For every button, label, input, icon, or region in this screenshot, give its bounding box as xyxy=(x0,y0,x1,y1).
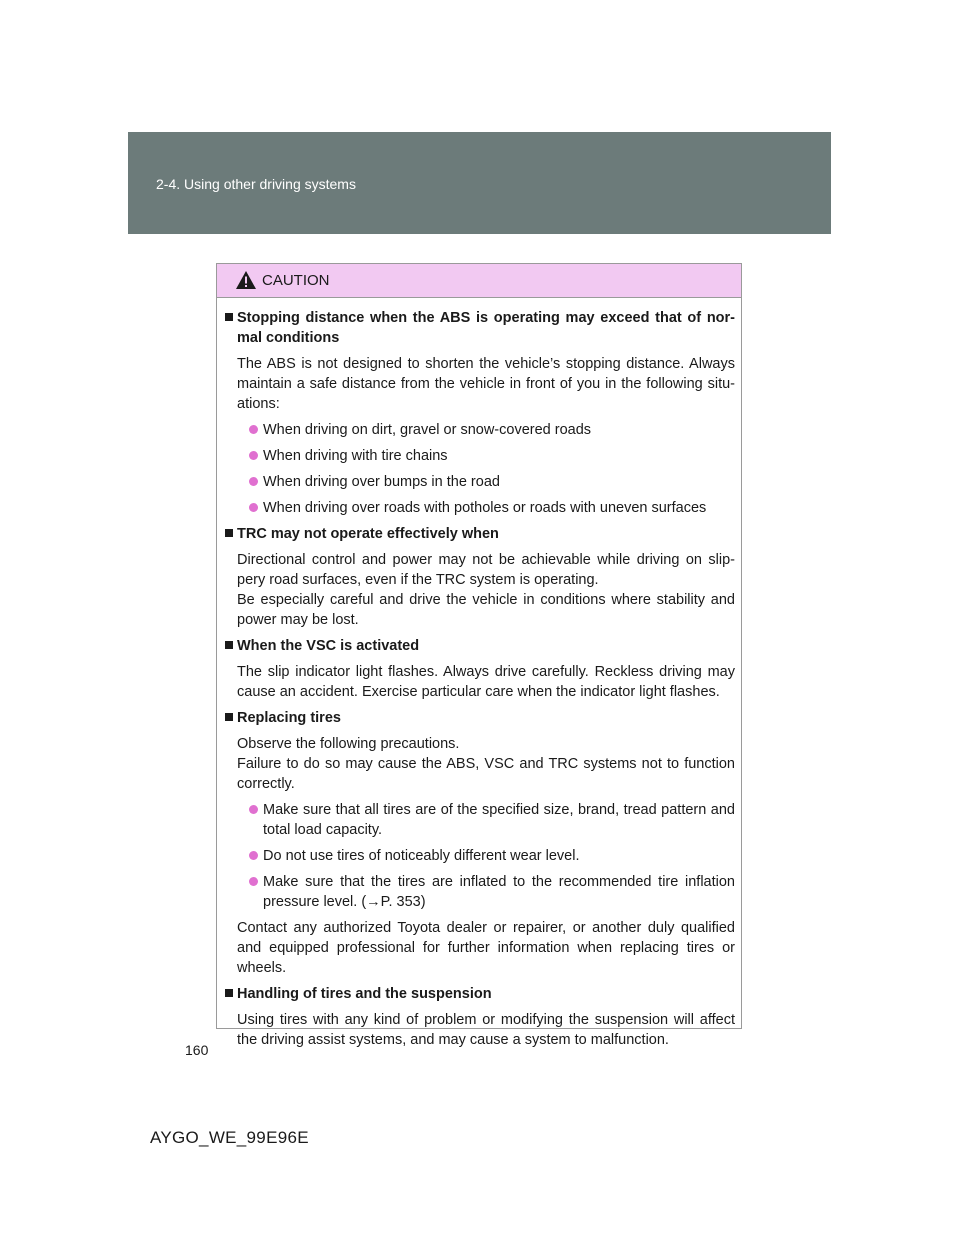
list-item: Make sure that the tires are inflated to the recommended tire inflation pressure level. (→P. 353) xyxy=(249,872,735,912)
header-band xyxy=(128,132,831,234)
square-bullet-icon xyxy=(225,641,233,649)
square-bullet-icon xyxy=(225,989,233,997)
square-bullet-icon xyxy=(225,313,233,321)
section-heading: Handling of tires and the suspension xyxy=(225,984,735,1004)
list-item: Make sure that all tires are of the specified size, brand, tread pattern and total load capacity. xyxy=(249,800,735,840)
square-bullet-icon xyxy=(225,713,233,721)
bullet-dot-icon xyxy=(249,451,258,460)
caution-header xyxy=(217,264,741,298)
warning-triangle-icon xyxy=(235,270,257,290)
list-item: When driving on dirt, gravel or snow-covered roads xyxy=(249,420,735,440)
bullet-dot-icon xyxy=(249,877,258,886)
document-code: AYGO_WE_99E96E xyxy=(150,1128,309,1147)
section-heading: Replacing tires xyxy=(225,708,735,728)
bullet-dot-icon xyxy=(249,477,258,486)
caution-box xyxy=(216,263,742,1048)
section-heading: When the VSC is activated xyxy=(225,636,735,656)
paragraph: The ABS is not designed to shorten the vehicle’s stopping distance. Always maintain a safe distance from the vehicle in front of you in the following situ-ations: xyxy=(237,356,735,412)
section-heading: Stopping distance when the ABS is operating may exceed that of nor-mal conditions xyxy=(225,308,735,348)
section-title: 2-4. Using other driving systems xyxy=(156,176,356,192)
bullet-dot-icon xyxy=(249,851,258,860)
paragraph: The slip indicator light flashes. Always drive carefully. Reckless driving may cause an accident. Exercise particular care when the indicator light flashes. xyxy=(237,664,735,700)
section-heading: TRC may not operate effectively when xyxy=(225,524,735,544)
square-bullet-icon xyxy=(225,529,233,537)
bullet-dot-icon xyxy=(249,805,258,814)
paragraph: Directional control and power may not be achievable while driving on slip-pery road surfaces, even if the TRC system is operating. xyxy=(237,552,735,588)
paragraph: Using tires with any kind of problem or modifying the suspension will affect the driving assist systems, and may cause a system to malfunction. xyxy=(237,1012,735,1048)
paragraph: Observe the following precautions. xyxy=(237,736,460,752)
paragraph: Contact any authorized Toyota dealer or repairer, or another duly qualified and equipped professional for further information when replacing tires or wheels. xyxy=(237,920,735,976)
page-number: 160 xyxy=(185,1042,209,1058)
list-item: When driving with tire chains xyxy=(249,446,735,466)
list-item: When driving over bumps in the road xyxy=(249,472,735,492)
caution-title: CAUTION xyxy=(262,272,330,289)
paragraph: Be especially careful and drive the vehicle in conditions where stability and power may be lost. xyxy=(237,592,735,628)
list-item: Do not use tires of noticeably different wear level. xyxy=(249,846,735,866)
list-item: When driving over roads with potholes or roads with uneven surfaces xyxy=(249,498,735,518)
bullet-dot-icon xyxy=(249,503,258,512)
caution-body xyxy=(217,298,741,1050)
bullet-dot-icon xyxy=(249,425,258,434)
paragraph: Failure to do so may cause the ABS, VSC and TRC systems not to function correctly. xyxy=(237,756,735,792)
